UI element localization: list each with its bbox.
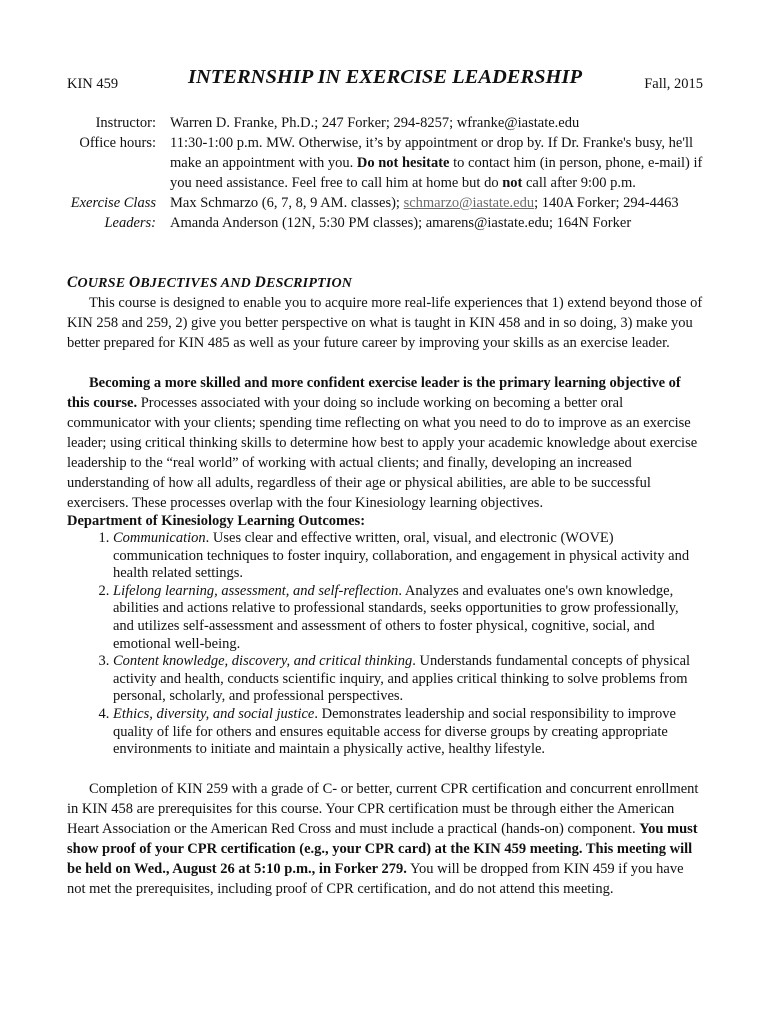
document-header — [67, 66, 703, 102]
leader-2: Amanda Anderson (12N, 5:30 PM classes); amarens@iastate.edu; 164N Forker — [170, 215, 632, 231]
office-hours-value — [170, 133, 710, 193]
primary-objective-statement: Becoming a more skilled and more confident exercise leader is the primary learning objective of this course. — [67, 375, 681, 411]
cpr-meeting-notice: You must show proof of your CPR certification (e.g., your CPR card) at the KIN 459 meeting. This meeting will be held on Wed., August 26 at 5:10 p.m., in Forker 279. — [67, 820, 698, 877]
outcomes-title: Department of Kinesiology Learning Outcomes: — [67, 513, 366, 529]
office-hours-bold-2: not — [502, 175, 523, 191]
document-body — [67, 293, 703, 899]
leader-1 — [170, 193, 710, 213]
term-label: Fall, 2015 — [644, 76, 703, 92]
paragraph-course-purpose: This course is designed to enable you to acquire more real-life experiences that 1) extend beyond those of KIN 258 and 259, 2) give you better perspective on what is taught in KIN 458 and in so doing, 3) make you better prepared for KIN 485 as well as your future career by improving your skills as an exercise leader. — [67, 295, 703, 351]
paragraph-prerequisites — [67, 779, 703, 899]
instructor-value: Warren D. Franke, Ph.D.; 247 Forker; 294-8257; wfranke@iastate.edu — [170, 115, 580, 131]
course-info-block — [60, 113, 710, 233]
leaders-label-line-2: Leaders: — [104, 215, 156, 231]
outcome-item: 3. Content knowledge, discovery, and critical thinking. Understands fundamental concepts of physical activity and health, conducts scientific inquiry, and applies critical thinking to solve problems from personal, scholarly, and professional perspectives. — [113, 653, 703, 706]
leaders-row-1 — [60, 193, 710, 213]
leaders-row-2 — [60, 213, 710, 233]
leaders-label-line-1: Exercise Class — [70, 195, 156, 211]
instructor-label: Instructor: — [95, 115, 156, 131]
outcome-item: 2. Lifelong learning, assessment, and self-reflection. Analyzes and evaluates one's own knowledge, abilities and actions relative to professional standards, seeks opportunities to grow professionally, and utilizes self-assessment and assessment of others to foster physical, cognitive, social, and emotional well-being. — [113, 583, 703, 653]
leader-1-text: Max Schmarzo (6, 7, 8, 9 AM. classes); — [170, 195, 404, 211]
instructor-row — [60, 113, 710, 133]
objective-processes-text: Processes associated with your doing so include working on becoming a better oral communicator with your clients; spending time reflecting on what you need to do to improve as an exercise leader; using critical thinking skills to determine how best to apply your academic knowledge about exercise leadership to the “real world” of working with actual clients; and finally, developing an increased understanding of how all adults, regardless of their age or physical abilities, are able to be successful exercisers. These processes overlap with the four Kinesiology learning objectives. — [67, 395, 698, 511]
office-hours-label: Office hours: — [79, 135, 156, 151]
drop-policy-text: You will be dropped from KIN 459 if you have not met the prerequisites, including proof of CPR certification, and do not attend this meeting. — [67, 860, 684, 897]
prerequisites-text: Completion of KIN 259 with a grade of C- or better, current CPR certification and concurrent enrollment in KIN 458 are prerequisites for this course. Your CPR certification must be through either the American Heart Association or the American Red Cross and must include a practical (hands-on) component. — [67, 780, 699, 837]
leader-1-office: ; 140A Forker; 294-4463 — [534, 195, 679, 211]
section-heading: COURSE OBJECTIVES AND DESCRIPTION — [67, 274, 353, 291]
course-code: KIN 459 — [67, 76, 119, 92]
office-hours-row — [60, 133, 710, 193]
office-hours-text-2: to contact him (in person, phone, e-mail) if you need assistance. Feel free to call him at home but do — [170, 155, 703, 191]
outcome-item: 1. Communication. Uses clear and effective written, oral, visual, and electronic (WOVE) communication techniques to foster inquiry, collaboration, and engagement in physical activity and health related settings. — [113, 530, 703, 583]
leader-1-email-link[interactable]: schmarzo@iastate.edu — [403, 195, 535, 211]
office-hours-text-1: 11:30-1:00 p.m. MW. Otherwise, it’s by appointment or drop by. If Dr. Franke's busy, he'll make an appointment with you. — [170, 135, 694, 171]
paragraph-learning-objective — [67, 373, 703, 513]
outcomes-list — [67, 530, 703, 759]
office-hours-text-3: call after 9:00 p.m. — [522, 175, 636, 191]
document-title: INTERNSHIP IN EXERCISE LEADERSHIP — [188, 66, 582, 88]
outcome-item: 4. Ethics, diversity, and social justice. Demonstrates leadership and social responsibility to improve quality of life for others and ensures equitable access for diverse groups by creating appropriate environments to initiate and maintain a physically active, healthy lifestyle. — [113, 706, 703, 759]
office-hours-bold-1: Do not hesitate — [356, 155, 450, 171]
